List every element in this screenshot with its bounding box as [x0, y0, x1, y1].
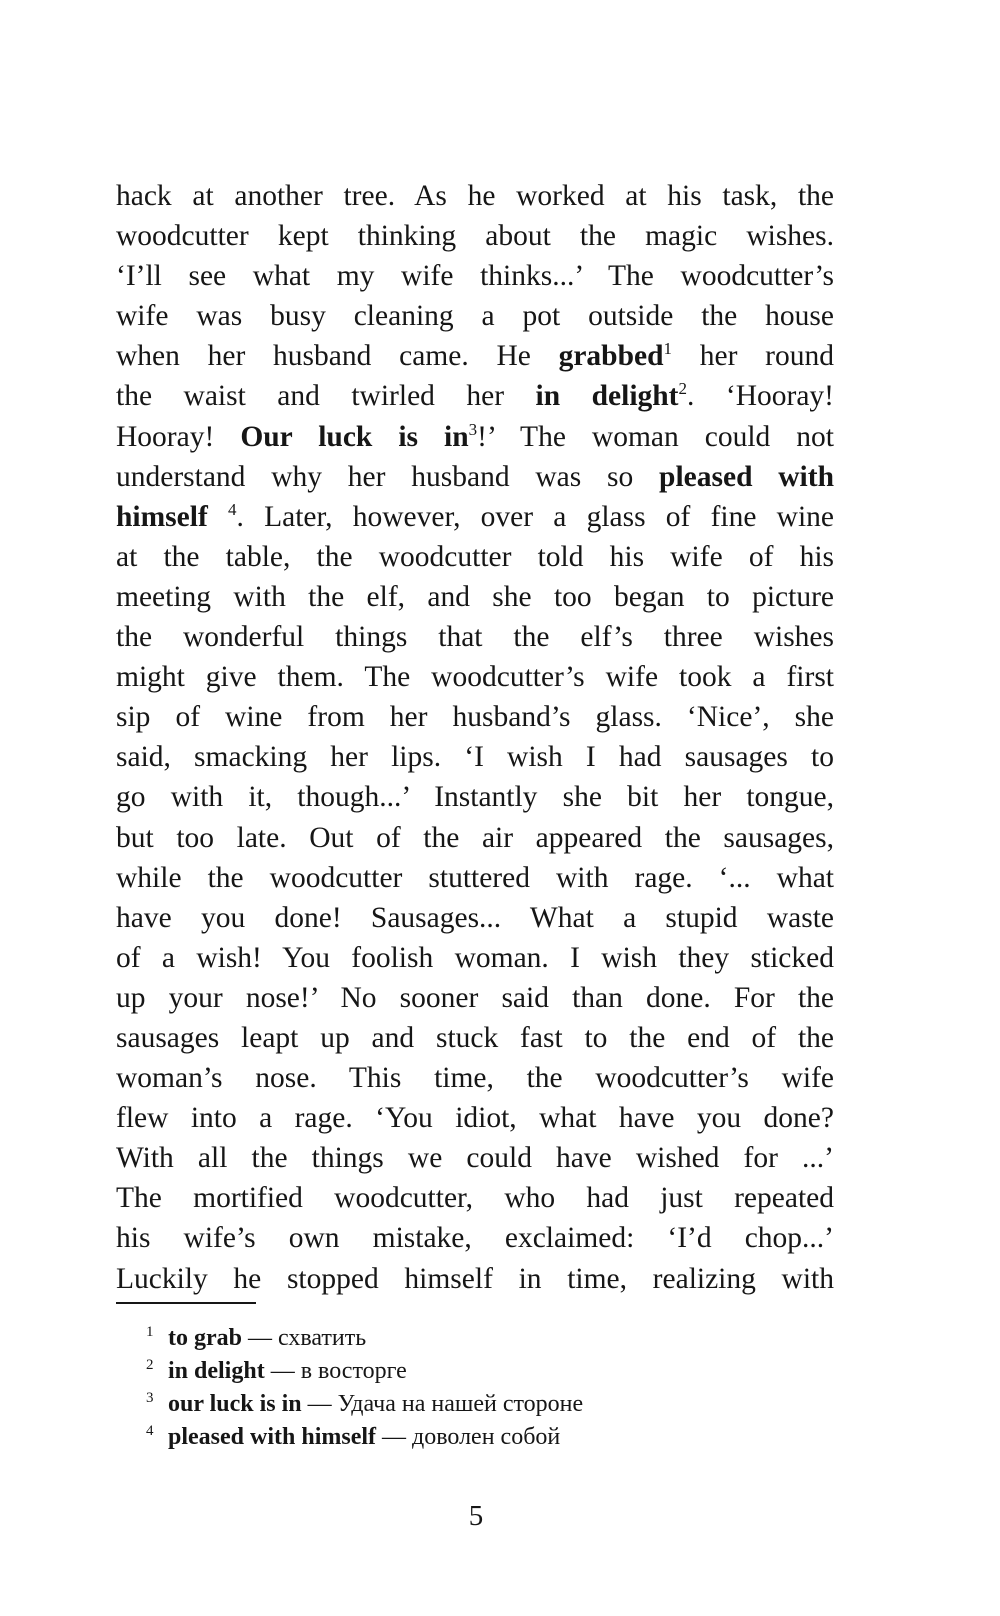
text-segment: understand why her husband was so — [116, 460, 660, 493]
text-line — [116, 697, 834, 737]
text-segment: up your nose!’ No sooner said than done. For the — [116, 981, 834, 1014]
text-segment: his wife’s own mistake, exclaimed: ‘I’d chop...’ — [116, 1222, 834, 1255]
text-line — [116, 777, 834, 817]
footnote-reference: 2 — [678, 379, 688, 399]
text-segment: woman’s nose. This time, the woodcutter’s wife — [116, 1062, 834, 1095]
glossary-term: pleased with — [659, 460, 834, 493]
footnote-item — [146, 1316, 846, 1349]
text-segment: !’ The woman could not — [477, 420, 835, 453]
text-line — [116, 176, 834, 216]
text-segment — [208, 501, 228, 533]
text-line — [116, 1259, 834, 1299]
footnote-reference: 3 — [468, 419, 478, 439]
footnote-item — [146, 1382, 846, 1415]
text-segment: ‘I’ll see what my wife thinks...’ The woodcutter’s — [116, 260, 834, 293]
text-segment: sip of wine from her husband’s glass. ‘Nice’, she — [116, 701, 834, 734]
text-line — [116, 818, 834, 858]
text-line — [116, 537, 834, 577]
footnote-number: 3 — [146, 1390, 154, 1406]
text-segment: With all the things we could have wished for ...’ — [116, 1142, 834, 1175]
text-segment: said, smacking her lips. ‘I wish I had sausages to — [116, 741, 834, 774]
text-segment: have you done! Sausages... What a stupid waste — [116, 901, 834, 934]
text-segment: the waist and twirled her — [116, 380, 536, 413]
text-line — [116, 1138, 834, 1178]
page-number: 5 — [468, 1500, 484, 1532]
footnote-reference: 4 — [228, 499, 237, 519]
text-segment: the wonderful things that the elf’s three wishes — [116, 621, 834, 654]
text-line — [116, 296, 834, 336]
footnote-number: 1 — [146, 1324, 154, 1340]
text-segment: might give them. The woodcutter’s wife took a first — [116, 661, 834, 694]
text-segment: wife was busy cleaning a pot outside the house — [116, 300, 834, 333]
text-segment: while the woodcutter stuttered with rage. ‘... what — [116, 861, 834, 894]
glossary-term: in delight — [535, 380, 679, 413]
text-segment: at the table, the woodcutter told his wife of his — [116, 540, 834, 573]
text-line — [116, 1098, 834, 1138]
text-segment: flew into a rage. ‘You idiot, what have you done? — [116, 1102, 834, 1135]
text-line — [116, 376, 834, 416]
text-segment: sausages leapt up and stuck fast to the end of the — [116, 1021, 834, 1054]
text-line — [116, 657, 834, 697]
text-line — [116, 577, 834, 617]
footnote-number: 2 — [146, 1357, 154, 1373]
text-segment: . ‘Hooray! — [687, 380, 834, 413]
footnote-divider — [116, 1302, 256, 1304]
footnote-translation: Удача на нашей стороне — [337, 1391, 584, 1417]
text-segment: meeting with the elf, and she too began to picture — [116, 580, 834, 613]
glossary-term: grabbed — [558, 340, 664, 373]
text-line — [116, 978, 834, 1018]
footnote-dash: — — [301, 1391, 338, 1417]
text-segment: woodcutter kept thinking about the magic wishes. — [116, 220, 834, 253]
text-line — [116, 216, 834, 256]
footnote-item — [146, 1415, 846, 1448]
text-segment: . Later, however, over a glass of fine wine — [236, 500, 834, 533]
text-line — [116, 1178, 834, 1218]
footnote-term: our luck is in — [168, 1391, 302, 1417]
text-line — [116, 1058, 834, 1098]
text-line — [116, 457, 834, 497]
footnotes — [146, 1316, 846, 1448]
text-segment: of a wish! You foolish woman. I wish they sticked — [116, 941, 834, 974]
text-segment: go with it, though...’ Instantly she bit her tongue, — [116, 781, 834, 814]
text-segment: Luckily he stopped himself in time, realizing with — [116, 1262, 834, 1295]
text-line — [116, 938, 834, 978]
footnote-dash: — — [264, 1358, 301, 1384]
text-line — [116, 737, 834, 777]
text-line — [116, 858, 834, 898]
footnote-number: 4 — [146, 1423, 154, 1439]
footnote-translation: схватить — [278, 1325, 367, 1351]
text-line — [116, 417, 834, 457]
footnote-translation: доволен собой — [412, 1424, 561, 1450]
text-segment: hack at another tree. As he worked at his task, the — [116, 180, 834, 212]
footnote-item — [146, 1349, 846, 1382]
footnote-translation: в восторге — [300, 1358, 407, 1384]
footnote-term: in delight — [168, 1358, 265, 1384]
text-segment: her round — [672, 340, 834, 373]
glossary-term: himself — [116, 500, 208, 533]
text-line — [116, 497, 834, 537]
body-text — [116, 176, 834, 1299]
footnote-reference: 1 — [663, 339, 673, 359]
footnote-term: to grab — [168, 1325, 242, 1351]
text-line — [116, 336, 834, 376]
footnote-dash: — — [376, 1424, 413, 1450]
text-line — [116, 256, 834, 296]
text-segment: Hooray! — [116, 420, 241, 453]
text-line — [116, 617, 834, 657]
text-line — [116, 898, 834, 938]
footnote-term: pleased with himself — [168, 1424, 377, 1450]
glossary-term: Our luck is in — [240, 420, 469, 453]
text-line — [116, 1218, 834, 1258]
text-segment: when her husband came. He — [116, 340, 559, 373]
text-line — [116, 1018, 834, 1058]
footnote-dash: — — [242, 1325, 278, 1351]
text-segment: but too late. Out of the air appeared the sausages, — [116, 821, 834, 854]
text-segment: The mortified woodcutter, who had just repeated — [116, 1182, 834, 1215]
